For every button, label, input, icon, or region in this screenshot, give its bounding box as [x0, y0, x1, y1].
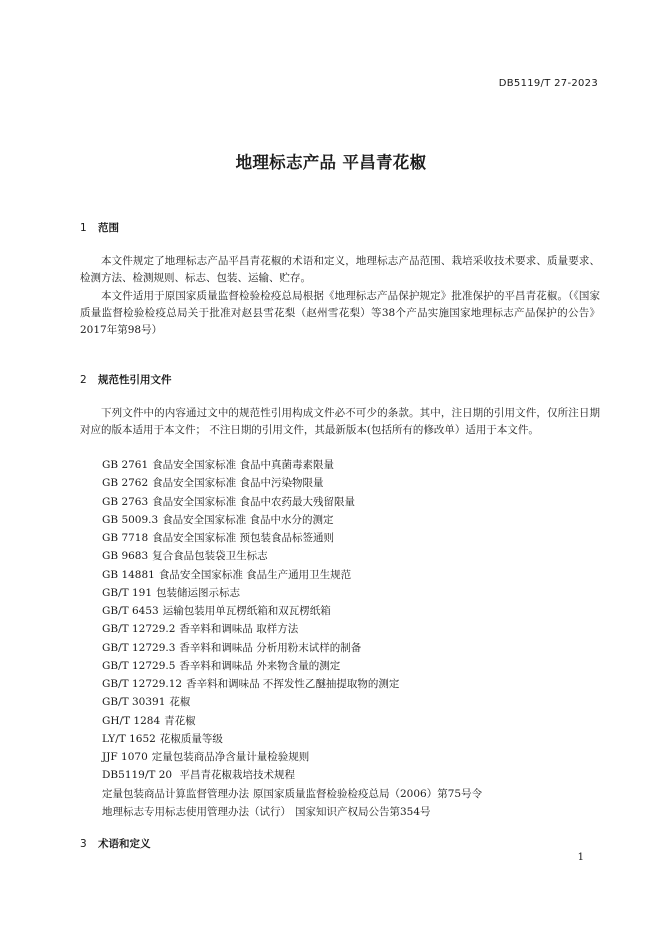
reference-title: 香辛料和调味品 取样方法	[179, 623, 299, 636]
reference-title: 定量包装商品净含量计量检验规则	[151, 751, 310, 763]
reference-code: GB/T 12729.3	[102, 641, 176, 654]
paragraph: 本文件规定了地理标志产品平昌青花椒的术语和定义，地理标志产品范围、栽培采收技术要求、质量要求、检测方法、检测规则、标志、包装、运输、贮存。	[80, 255, 600, 285]
reference-code: GB/T 30391	[102, 696, 166, 709]
section-heading-scope	[80, 220, 119, 235]
reference-code: GB/T 12729.2	[102, 623, 176, 636]
reference-item	[102, 657, 482, 675]
reference-title: 青花椒	[164, 714, 196, 727]
reference-code: DB5119/T 20	[102, 769, 173, 782]
reference-title: 原国家质量监督检验检疫总局（2006）第75号令	[253, 787, 483, 800]
reference-code: GB 9683	[102, 550, 149, 563]
section-number: 1	[80, 222, 87, 234]
reference-item	[102, 748, 482, 766]
reference-title: 食品安全国家标准 食品中污染物限量	[152, 477, 324, 490]
reference-code: GB 2763	[102, 495, 149, 508]
reference-item	[102, 712, 482, 730]
reference-title: 包装储运图示标志	[156, 586, 241, 599]
reference-item	[102, 474, 482, 492]
section-heading-terms-definitions	[80, 836, 151, 851]
reference-code: 地理标志专用标志使用管理办法（试行）	[102, 805, 291, 818]
reference-title: 平昌青花椒栽培技术规程	[176, 769, 295, 782]
reference-item	[102, 675, 482, 693]
reference-item	[102, 602, 482, 620]
section-title: 范围	[98, 222, 119, 234]
reference-item	[102, 693, 482, 711]
reference-title: 国家知识产权局公告第354号	[295, 805, 431, 818]
reference-code: GB/T 12729.12	[102, 678, 183, 690]
reference-code: 定量包装商品计算监督管理办法	[102, 787, 249, 800]
reference-title: 香辛料和调味品 不挥发性乙醚抽提取物的测定	[186, 678, 400, 690]
reference-item	[102, 566, 482, 584]
reference-title: 食品安全国家标准 食品中水分的测定	[162, 513, 334, 526]
reference-code: JJF 1070	[102, 751, 148, 763]
reference-item	[102, 766, 482, 784]
reference-list	[102, 456, 482, 821]
reference-item	[102, 584, 482, 602]
reference-item	[102, 620, 482, 638]
reference-title: 食品安全国家标准 食品中真菌毒素限量	[152, 459, 335, 471]
reference-code: LY/T 1652	[102, 732, 156, 745]
document-id: DB5119/T 27-2023	[498, 78, 598, 89]
page-title: 地理标志产品 平昌青花椒	[235, 153, 427, 172]
reference-code: GB/T 191	[102, 586, 153, 599]
reference-code: GH/T 1284	[102, 714, 161, 727]
paragraph: 下列文件中的内容通过文中的规范性引用构成文件必不可少的条款。其中，注日期的引用文件，仅所注日期对应的版本适用于本文件； 不注日期的引用文件，其最新版本(包括所有的修改单）适用于本文件。	[80, 407, 600, 437]
reference-item	[102, 785, 482, 803]
section-title: 规范性引用文件	[98, 374, 172, 386]
section-heading-normative-references	[80, 372, 172, 387]
section-number: 2	[80, 374, 87, 386]
reference-code: GB/T 12729.5	[102, 659, 176, 672]
reference-title: 花椒	[169, 696, 191, 709]
reference-title: 花椒质量等级	[159, 732, 223, 745]
reference-title: 香辛料和调味品 外来物含量的测定	[179, 659, 341, 672]
reference-item	[102, 456, 482, 474]
reference-code: GB 14881	[102, 568, 155, 581]
reference-code: GB 5009.3	[102, 513, 159, 526]
reference-item	[102, 639, 482, 657]
section-number: 3	[80, 838, 87, 850]
reference-code: GB 7718	[102, 532, 149, 544]
reference-item	[102, 511, 482, 529]
reference-code: GB 2761	[102, 459, 149, 471]
reference-code: GB 2762	[102, 477, 149, 490]
reference-item	[102, 529, 482, 547]
reference-item	[102, 803, 482, 821]
page-number: 1	[577, 852, 584, 863]
reference-item	[102, 493, 482, 511]
reference-item	[102, 730, 482, 748]
reference-title: 复合食品包装袋卫生标志	[152, 550, 268, 563]
reference-title: 食品安全国家标准 食品中农药最大残留限量	[152, 495, 356, 508]
paragraph: 本文件适用于原国家质量监督检验检疫总局根据《地理标志产品保护规定》批准保护的平昌青花椒。（《国家质量监督检验检疫总局关于批准对赵县雪花梨（赵州雪花梨）等38个产品实施国家地理标志产品保护的公告》2017年第98号）	[80, 290, 600, 337]
reference-title: 食品安全国家标准 预包装食品标签通则	[152, 532, 335, 544]
reference-item	[102, 547, 482, 565]
reference-title: 食品安全国家标准 食品生产通用卫生规范	[158, 568, 352, 581]
reference-title: 运输包装用单瓦楞纸箱和双瓦楞纸箱	[162, 605, 331, 617]
section-title: 术语和定义	[98, 838, 151, 850]
reference-title: 香辛料和调味品 分析用粉末试样的制备	[179, 641, 362, 654]
reference-code: GB/T 6453	[102, 605, 159, 617]
